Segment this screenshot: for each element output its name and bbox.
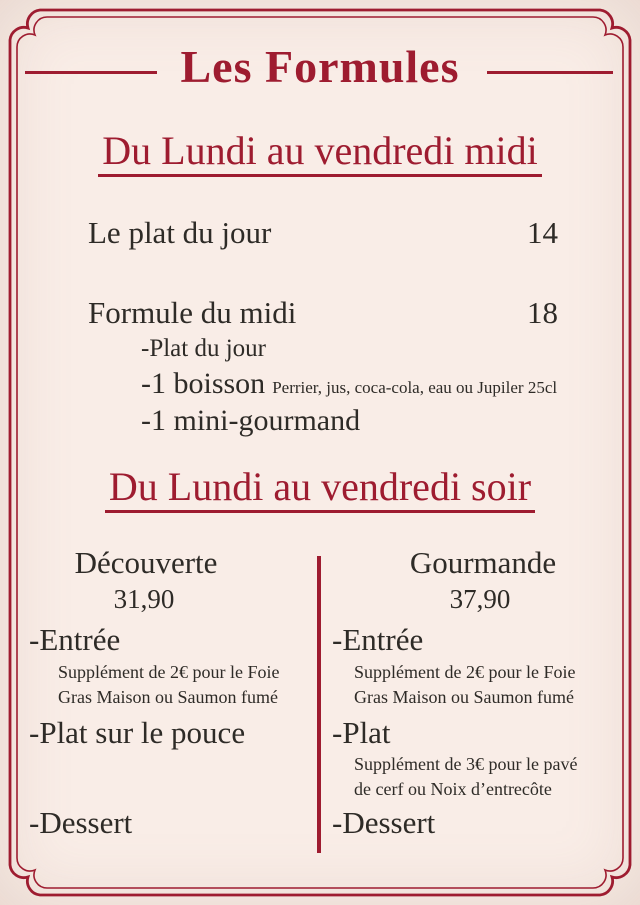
formule-detail-boisson: -1 boisson Perrier, jus, coca-cola, eau ou Jupiler 25cl — [141, 367, 558, 400]
decouverte-course-plat: -Plat sur le pouce — [29, 715, 246, 750]
menu-decouverte-price: 31,90 — [113, 584, 175, 614]
decouverte-entree-supplement-note: Supplément de 2€ pour le Foie Gras Maison ou Saumon fumé — [58, 662, 280, 707]
menu-gourmande-price: 37,90 — [449, 584, 511, 614]
decouverte-course-dessert: -Dessert — [29, 805, 133, 840]
title-rule-right — [487, 71, 613, 74]
gourmande-plat-supplement-note: Supplément de 3€ pour le pavé de cerf ou Noix d’entrecôte — [354, 754, 578, 799]
gourmande-course-plat: -Plat — [332, 715, 391, 750]
item-name: Formule du midi — [88, 295, 297, 330]
lunch-section-heading: Du Lundi au vendredi midi — [0, 131, 640, 177]
dinner-section-heading: Du Lundi au vendredi soir — [0, 467, 640, 513]
page-title: Les Formules — [180, 41, 460, 92]
formule-detail-mini-gourmand: -1 mini-gourmand — [141, 404, 361, 437]
menu-item-formule-du-midi — [88, 297, 558, 328]
menu-decouverte-name: Découverte — [74, 545, 218, 580]
item-name: Le plat du jour — [88, 215, 272, 250]
decouverte-course-entree: -Entrée — [29, 622, 121, 657]
gourmande-entree-supplement-note: Supplément de 2€ pour le Foie Gras Maison ou Saumon fumé — [354, 662, 576, 707]
gourmande-course-dessert: -Dessert — [332, 805, 436, 840]
gourmande-course-entree: -Entrée — [332, 622, 424, 657]
menu-item-plat-du-jour — [88, 217, 558, 248]
formule-detail-plat: -Plat du jour — [141, 335, 266, 362]
column-divider — [317, 556, 321, 853]
menu-gourmande-name: Gourmande — [409, 545, 557, 580]
boisson-options-note: Perrier, jus, coca-cola, eau ou Jupiler 25cl — [272, 378, 558, 397]
item-price: 14 — [527, 215, 558, 250]
item-price: 18 — [527, 295, 558, 330]
